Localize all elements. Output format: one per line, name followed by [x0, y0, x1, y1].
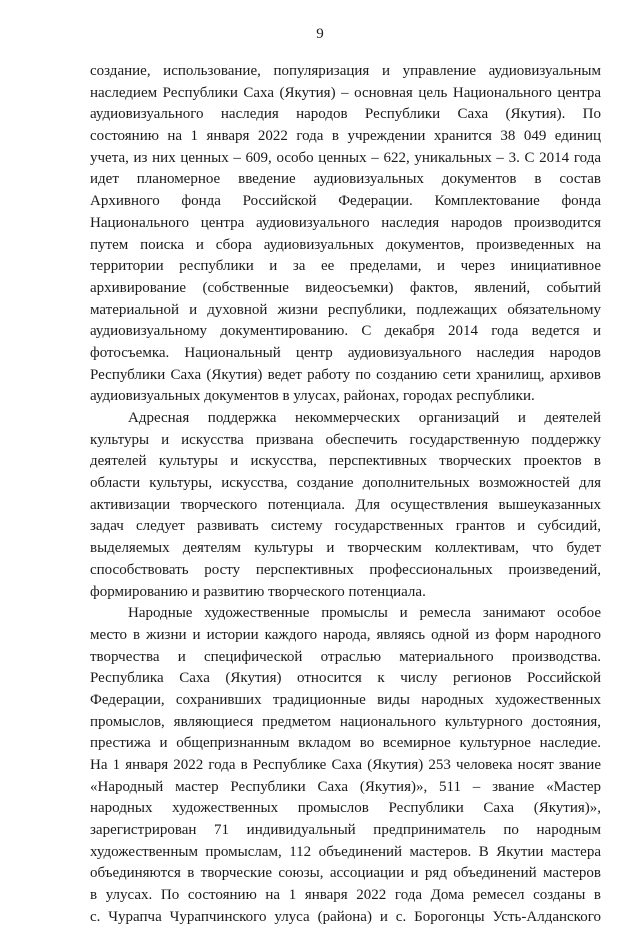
text-line: активизации творческого потенциала. Для осуществления вышеуказанных	[90, 496, 601, 513]
page-number: 9	[316, 26, 324, 42]
text-line: в улусах. По состоянию на 1 января 2022 года Дома ремесел созданы в	[90, 887, 601, 904]
text-line: Национального центра аудиовизуального наследия народов производится	[90, 214, 601, 231]
text-line: Республики Саха (Якутия) ведет работу по созданию сети хранилищ, архивов	[90, 366, 601, 383]
text-line: состоянию на 1 января 2022 года в учреждении хранится 38 049 единиц	[90, 128, 601, 145]
text-line: выделяемых деятелям культуры и творческим коллективам, что будет	[90, 540, 601, 557]
text-line: способствовать росту перспективных профессиональных произведений,	[90, 561, 601, 578]
text-line: зарегистрирован 71 индивидуальный предприниматель по народным	[90, 822, 601, 839]
text-line: материальной и духовной жизни республики, подлежащих обязательному	[90, 301, 601, 318]
text-line: Архивного фонда Российской Федерации. Комплектование фонда	[90, 193, 601, 210]
paragraph-targeted-support	[90, 408, 601, 603]
paragraph-folk-crafts	[90, 603, 601, 928]
text-line: художественным промыслам, 112 объединений мастеров. В Якутии мастера	[90, 843, 601, 860]
text-line: области культуры, искусства, создание дополнительных возможностей для	[90, 475, 601, 492]
text-line: создание, использование, популяризация и управление аудиовизуальным	[90, 63, 601, 79]
text-line: деятелей культуры и искусства, перспективных творческих проектов в	[90, 453, 601, 470]
text-line: творчества и специфической отраслью материального производства.	[90, 648, 601, 665]
text-line: На 1 января 2022 года в Республике Саха (Якутия) 253 человека носят звание	[90, 757, 601, 773]
text-line: Адресная поддержка некоммерческих организаций и деятелей	[128, 410, 601, 426]
text-line: культуры и искусства призвана обеспечить государственную поддержку	[90, 431, 601, 448]
text-line: Федерации, сохранивших традиционные виды народных художественных	[90, 691, 601, 708]
text-line: Народные художественные промыслы и ремесла занимают особое	[128, 605, 601, 622]
text-line: территории республики и за ее пределами, и через инициативное	[90, 258, 601, 275]
text-line: объединяются в творческие союзы, ассоциации и ряд объединений мастеров	[90, 865, 601, 882]
text-line: фотосъемка. Национальный центр аудиовизуального наследия народов	[90, 344, 601, 361]
text-line: промыслов, являющиеся предметом национального культурного достояния,	[90, 713, 601, 730]
text-line: архивирование (собственные видеосъемки) фактов, явлений, событий	[90, 279, 601, 296]
text-line: народных художественных промыслов Республики Саха (Якутия)»,	[90, 800, 601, 817]
body-text	[90, 61, 601, 929]
text-line: наследием Республики Саха (Якутия) – основная цель Национального центра	[90, 84, 601, 101]
text-line: идет планомерное введение аудиовизуальных документов в состав	[90, 171, 601, 188]
text-line: аудиовизуальных документов в улусах, районах, городах республики.	[90, 388, 535, 405]
text-line: престижа и общепризнанным вкладом во всемирное культурное наследие.	[90, 735, 601, 752]
paragraph-audiovisual-heritage	[90, 61, 601, 408]
text-line: аудиовизуальному документированию. С декабря 2014 года ведется и	[90, 323, 601, 340]
text-line: аудиовизуального наследия народов Республики Саха (Якутия). По	[90, 106, 601, 123]
text-line: задач следует развивать систему государственных грантов и субсидий,	[90, 518, 601, 535]
text-line: с. Чурапча Чурапчинского улуса (района) и с. Борогонцы Усть-Алданского	[90, 908, 601, 925]
text-line: учета, из них ценных – 609, особо ценных – 622, уникальных – 3. С 2014 года	[90, 149, 601, 166]
text-line: Республика Саха (Якутия) относится к числу регионов Российской	[90, 670, 601, 687]
text-line: «Народный мастер Республики Саха (Якутия)», 511 – звание «Мастер	[90, 778, 601, 795]
text-line: место в жизни и истории каждого народа, являясь одной из форм народного	[90, 626, 601, 643]
text-line: путем поиска и сбора аудиовизуальных документов, произведенных на	[90, 236, 601, 253]
text-line: формированию и развитию творческого потенциала.	[90, 583, 426, 600]
